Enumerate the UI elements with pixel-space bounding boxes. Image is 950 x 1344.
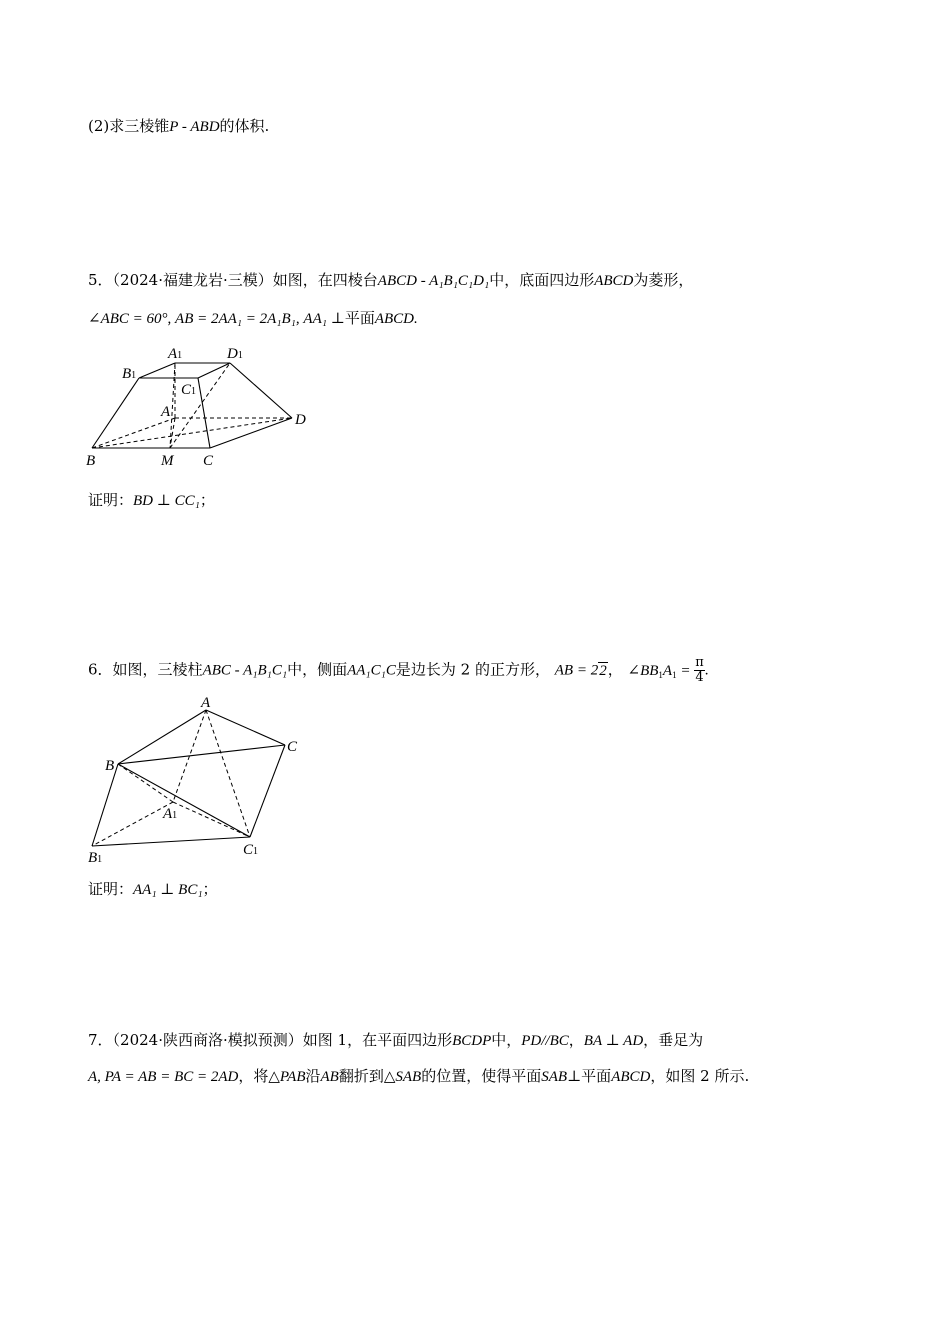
q6-prism-figure [80,694,320,874]
label-a1: A1 [168,346,183,362]
q7-text2: 中， [491,1031,522,1049]
q6-prove-label: 证明： [88,880,134,898]
q7-tri1: △PAB [268,1069,306,1085]
q4-part2-suffix: 的体积. [219,117,270,135]
hidden-m-d1 [170,363,230,448]
q6-text3: 是边长为 2 的正方形， [395,660,550,679]
q6-cond-length: AB = 22 [554,662,607,679]
q7-text6: 翻折到 [338,1067,384,1085]
label-b1: B1 [122,366,137,382]
q7-plane1: SAB [541,1069,568,1085]
label-b1: B1 [88,850,103,866]
q7-number: 7． [88,1031,113,1049]
q7-line2 [88,1066,749,1087]
edge-c-d [210,418,292,448]
hidden-a-b [92,418,175,448]
q7-condition: A, PA = AB = BC = 2AD [88,1069,239,1085]
q6-number: 6． [88,660,113,679]
q6-text2: 中，侧面 [287,660,348,679]
edge-d-d1 [230,363,292,418]
q5-prove-label: 证明： [88,491,134,509]
q5-base: ABCD [594,273,634,289]
q6-prove-end: ； [202,880,218,898]
q5-line1 [88,270,693,291]
label-b: B [86,453,96,469]
q7-text5: 沿 [305,1067,321,1085]
label-d1: D1 [227,346,243,362]
label-d: D [295,412,306,428]
hidden-a1-c1 [173,802,250,837]
q5-prove-end: ； [199,491,215,509]
q5-number: 5． [88,271,113,289]
q7-line1: 7．（2024·陕西商洛·模拟预测）如图 1，在平面四边形BCDP中，PD//BC，BA ⊥ AD，垂足为 [88,1031,704,1049]
q6-prove-line [88,879,218,900]
hidden-a1-b [118,764,173,802]
q7-parallel: PD//BC [521,1033,569,1049]
label-c: C [287,739,298,755]
q6-frac-num: π [695,655,704,670]
hidden-b-d [92,418,292,448]
q4-part2-expr: P - ABD [169,119,220,135]
q6-face: AA₁C₁C [347,662,396,679]
edge-b1-a1 [139,363,175,378]
q7-perp-sym: ⊥ [567,1069,582,1085]
q7-text7: 的位置，使得平面 [421,1067,542,1085]
edge-b-c1 [118,764,250,837]
q7-plane2: ABCD [611,1069,651,1085]
q6-line1: 6．如图，三棱柱ABC - A₁B₁C₁中，侧面AA₁C₁C是边长为 2 的正方形， AB = 22， $\angle BB_1A_1$ = $\frac{\pi}{4}$ . [88,655,709,685]
q7-text3: ，垂足为 [643,1031,704,1049]
q5-plane-word: 平面 [344,309,375,327]
q5-text3: 为菱形， [633,271,694,289]
edge-b1-c1 [92,837,250,846]
label-c1: C1 [243,842,259,858]
q7-source: （2024·陕西商洛·模拟预测） [112,1031,303,1049]
edge-c-c1 [250,745,285,837]
q5-cond-length: AB = 2AA₁ = 2A₁B₁ [175,311,296,327]
q5-text2: 中，底面四边形 [489,271,595,289]
q7-perp: BA ⊥ AD [583,1033,644,1049]
edge-a-c [206,710,285,745]
label-c: C [203,453,214,469]
q5-text1: 如图，在四棱台 [272,271,378,289]
q6-frac-den: 4 [695,670,704,685]
edge-b-c [118,745,285,764]
label-a: A [161,404,171,420]
q7-text9: ，如图 2 所示. [650,1067,750,1085]
q7-tri2: △SAB [383,1069,422,1085]
q6-fraction [694,656,705,685]
q4-part2-line [88,116,269,137]
edge-b-b1 [92,378,139,448]
edge-c-c1 [198,378,210,448]
q5-prove-stmt: BD ⊥ CC₁ [133,493,200,509]
q4-part2-prefix: (2)求三棱锥 [88,117,170,135]
q7-text4: ，将 [238,1067,269,1085]
q5-solid: ABCD - A₁B₁C₁D₁ [377,273,490,289]
q7-edge: AB [320,1069,339,1085]
q5-line2: ∠ABC = 60°, AB = 2AA₁ = 2A₁B₁, AA₁ ⊥平面ABCD. [88,309,418,327]
q5-cond-perp: AA₁ ⊥ [303,311,345,327]
q7-text8: 平面 [581,1067,612,1085]
q5-plane: ABCD. [374,311,418,327]
q5-source: （2024·福建龙岩·三模） [112,271,273,289]
label-m: M [161,453,174,469]
edge-d1-c1 [198,363,230,378]
q5-cond-angle: ∠ABC = 60° [88,311,168,327]
q7-text1: 如图 1，在平面四边形 [302,1031,453,1049]
q7-quad: BCDP [452,1033,492,1049]
q5-prove-line [88,490,215,511]
label-a: A [201,695,211,711]
q6-solid: ABC - A₁B₁C₁ [202,662,288,679]
label-b: B [105,758,115,774]
q5-frustum-figure [80,340,330,475]
q6-prove-stmt: AA₁ ⊥ BC₁ [133,882,203,898]
q6-text1: 如图，三棱柱 [112,660,203,679]
label-c1: C1 [181,382,197,398]
q6-cond-angle: $\angle BB_1A_1$ = [627,662,695,680]
label-a1: A1 [163,806,178,822]
hidden-a-c1 [206,710,250,837]
